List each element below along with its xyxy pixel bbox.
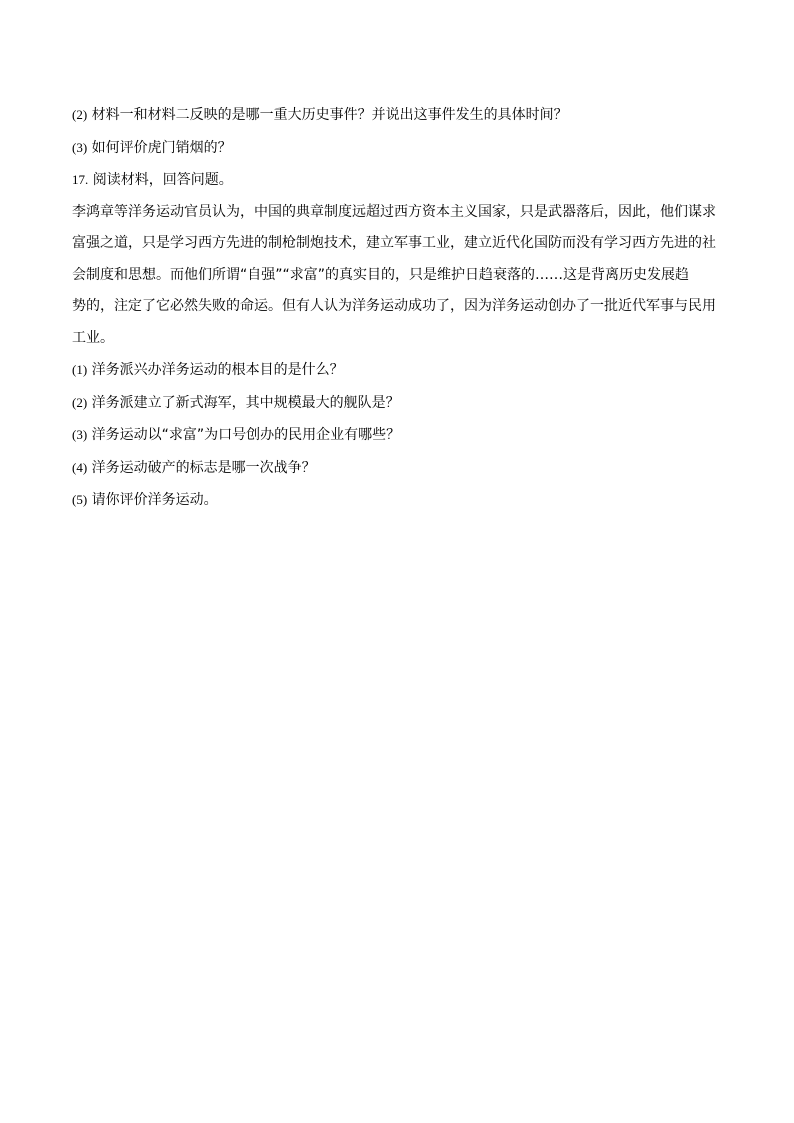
question-text: 洋务运动以“求富”为口号创办的民用企业有哪些？ (87, 427, 401, 443)
question-line-2 (72, 99, 722, 132)
question-number: 17. (72, 172, 89, 187)
question-heading-17 (72, 164, 722, 197)
question-text: 洋务派兴办洋务运动的根本目的是什么？ (87, 362, 344, 378)
passage-line: 会制度和思想。而他们所谓“自强”“求富”的真实目的，只是维护日趋衰落的……这是背离历史发展趋 (72, 266, 690, 283)
question-number: (5) (72, 492, 88, 507)
question-number: (2) (72, 107, 88, 122)
passage-line: 李鸿章等洋务运动官员认为，中国的典章制度远超过西方资本主义国家，只是武器落后，因此，他们谋求 (72, 203, 716, 220)
passage-line: 工业。 (72, 329, 114, 346)
question-number: (3) (72, 427, 88, 442)
question-line-3 (72, 132, 722, 165)
question-text: 洋务运动破产的标志是哪一次战争？ (87, 459, 316, 476)
question-text: 如何评价虎门销烟的？ (87, 139, 232, 156)
question-text: 材料一和材料二反映的是哪一重大历史事件？并说出这事件发生的具体时间？ (87, 107, 568, 123)
reading-passage (72, 197, 722, 355)
question-number: (1) (72, 362, 88, 377)
sub-question-2 (72, 387, 722, 420)
question-number: (3) (72, 139, 88, 155)
question-text: 请你评价洋务运动。 (87, 492, 218, 508)
question-number: (2) (72, 394, 88, 410)
sub-question-4 (72, 452, 722, 485)
sub-question-3 (72, 419, 722, 452)
question-text: 洋务派建立了新式海军，其中规模最大的舰队是？ (87, 394, 400, 411)
question-number: (4) (72, 459, 88, 475)
passage-line: 势的，注定了它必然失败的命运。但有人认为洋务运动成功了，因为洋务运动创办了一批近代军事与民用 (72, 298, 716, 314)
passage-line: 富强之道，只是学习西方先进的制枪制炮技术，建立军事工业，建立近代化国防而没有学习西方先进的社 (72, 235, 716, 251)
sub-question-5 (72, 484, 722, 517)
question-text: 阅读材料，回答问题。 (88, 172, 233, 188)
sub-question-1 (72, 354, 722, 387)
document-content (72, 99, 722, 517)
